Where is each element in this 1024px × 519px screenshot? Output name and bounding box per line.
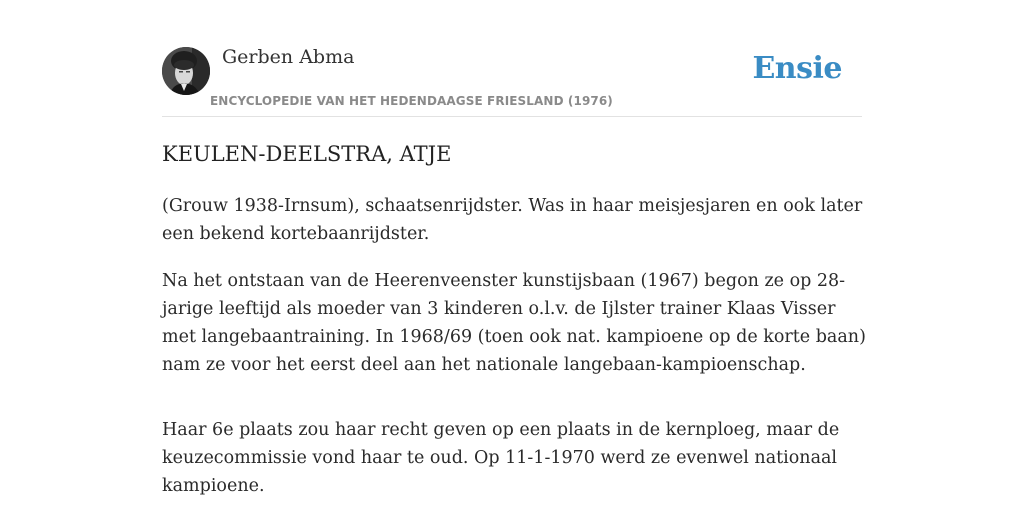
ensie-logo-link[interactable]: Ensie: [752, 51, 842, 86]
article-title: KEULEN-DEELSTRA, ATJE: [162, 142, 452, 166]
article-paragraph: Na het ontstaan van de Heerenveenster kunstijsbaan (1967) begon ze op 28-jarige leeftijd als moeder van 3 kinderen o.l.v. de Ijlster trainer Klaas Visser met langebaantraining. In 1968/69 (toen ook nat. kampioene op de korte baan) nam ze voor het eerst deel aan het nationale langebaan-kampioenschap.: [162, 271, 866, 375]
author-portrait-icon: [162, 47, 210, 95]
article-page: [162, 0, 866, 496]
article-body: [162, 192, 868, 519]
article-header: [162, 0, 862, 117]
source-label[interactable]: ENCYCLOPEDIE VAN HET HEDENDAAGSE FRIESLAND (1976): [210, 94, 613, 108]
author-name[interactable]: Gerben Abma: [222, 46, 355, 68]
article-paragraph: Haar 6e plaats zou haar recht geven op een plaats in de kernploeg, maar de keuzecommissie vond haar te oud. Op 11-1-1970 werd ze evenwel nationaal kampioene.: [162, 420, 840, 496]
article-paragraph: (Grouw 1938-Irnsum), schaatsenrijdster. Was in haar meisjesjaren en ook later een bekend kortebaanrijdster.: [162, 196, 863, 244]
author-avatar[interactable]: [162, 47, 210, 95]
